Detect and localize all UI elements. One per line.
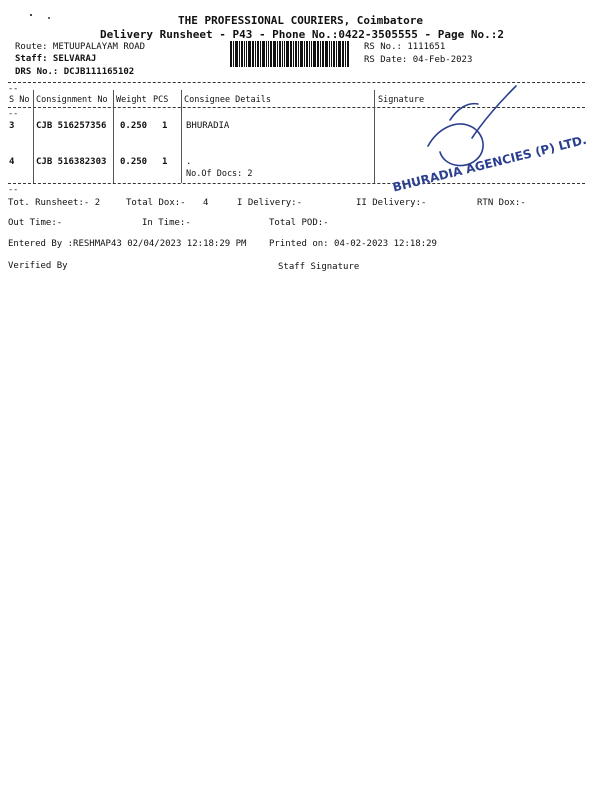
- route-label: Route: METUUPALAYAM ROAD: [15, 42, 146, 52]
- verified-by: Verified By: [8, 261, 68, 271]
- entered-by: Entered By :RESHMAP43 02/04/2023 12:18:29 PM: [8, 239, 247, 249]
- signature-stroke: [450, 104, 478, 120]
- barcode: [230, 41, 358, 67]
- rs-date: RS Date: 04-Feb-2023: [364, 55, 473, 65]
- i-delivery: I Delivery:-: [237, 198, 303, 208]
- row-consignment: CJB 516382303: [36, 157, 107, 167]
- column-divider: [113, 90, 114, 183]
- scan-speck: [48, 17, 50, 19]
- rtn-dox: RTN Dox:-: [477, 198, 526, 208]
- rule-marker: --: [8, 109, 19, 119]
- column-divider: [33, 90, 34, 183]
- scan-speck: [30, 14, 32, 16]
- runsheet-title: Delivery Runsheet - P43 - Phone No.:0422-3505555 - Page No.:2: [100, 28, 504, 41]
- header-weight: Weight: [116, 95, 147, 105]
- rule-marker: --: [8, 185, 19, 195]
- row-pcs: 1: [162, 121, 168, 131]
- row-weight: 0.250: [120, 157, 148, 167]
- header-consignment: Consignment No: [36, 95, 108, 105]
- rs-number: RS No.: 1111651: [364, 42, 446, 52]
- staff-signature: Staff Signature: [278, 262, 360, 272]
- total-dox-label: Total Dox:-: [126, 198, 186, 208]
- row-sno: 4: [9, 157, 15, 167]
- row-weight: 0.250: [120, 121, 148, 131]
- header-consignee: Consignee Details: [184, 95, 271, 105]
- stamp-text: BHURADIA AGENCIES (P) LTD.: [391, 132, 588, 195]
- row-consignee: BHURADIA: [186, 121, 230, 131]
- tot-runsheet: Tot. Runsheet:- 2: [8, 198, 101, 208]
- printed-on: Printed on: 04-02-2023 12:18:29: [269, 239, 437, 249]
- signature-stroke: [472, 86, 516, 138]
- company-stamp: [380, 80, 588, 195]
- header-sno: S No: [9, 95, 30, 105]
- header-signature: Signature: [378, 95, 425, 105]
- out-time: Out Time:-: [8, 218, 63, 228]
- column-divider: [181, 90, 182, 183]
- column-divider: [374, 90, 375, 183]
- in-time: In Time:-: [142, 218, 191, 228]
- ii-delivery: II Delivery:-: [356, 198, 427, 208]
- header-pcs: PCS: [153, 95, 169, 105]
- rule-marker: --: [8, 84, 19, 94]
- row-consignment: CJB 516257356: [36, 121, 107, 131]
- row-sno: 3: [9, 121, 15, 131]
- row-consignee: .: [186, 157, 192, 167]
- company-title: THE PROFESSIONAL COURIERS, Coimbatore: [178, 14, 424, 27]
- total-pod: Total POD:-: [269, 218, 329, 228]
- total-dox-value: 4: [203, 198, 209, 208]
- row-docs-count: No.Of Docs: 2: [186, 169, 253, 179]
- staff-label: Staff: SELVARAJ: [15, 54, 97, 64]
- row-pcs: 1: [162, 157, 168, 167]
- drs-number: DRS No.: DCJB111165102: [15, 67, 135, 77]
